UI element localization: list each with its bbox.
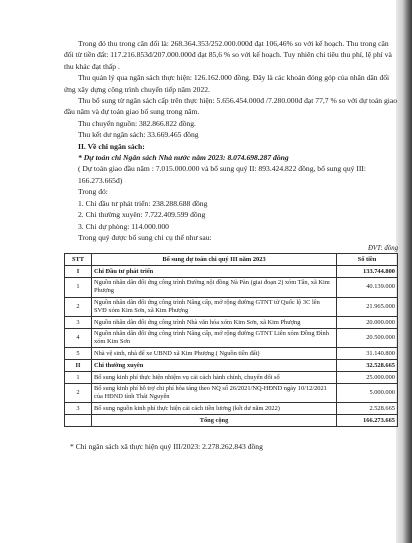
row-content: Nguồn nhân dân đối ứng công trình Đường nội đồng Nà Pàn (giai đoạn 2) xóm Tân, xã Kim Phượng bbox=[92, 277, 337, 297]
table-row bbox=[65, 383, 398, 403]
row-stt: 5 bbox=[65, 348, 92, 360]
row-amount: 21.965.000 bbox=[337, 297, 398, 317]
row-amount: 32.528.665 bbox=[337, 360, 398, 372]
table-header-row bbox=[65, 254, 398, 266]
row-content: Nhà vệ sinh, nhà để xe UBND xã Kim Phượng ( Nguồn tiền đất) bbox=[92, 348, 337, 360]
table-row bbox=[65, 328, 398, 348]
breakdown-item-investment: 1. Chi đầu tư phát triển: 238.288.688 đồng bbox=[78, 198, 208, 208]
unit-label: ĐVT: đồng bbox=[367, 245, 398, 253]
managed-revenue-paragraph: Thu quản lý qua ngân sách thực hiện: 126.162.000 đồng. Đây là các khoản đóng góp của nhân dân đối ứng xây dựng công trình chuyển tiếp năm 2022. bbox=[64, 73, 390, 94]
row-content: Bổ sung kinh phí hỗ trợ chi phí hỏa táng theo NQ số 26/2021/NQ-HĐND ngày 10/12/2021 của HĐND tỉnh Thái Nguyên bbox=[92, 383, 337, 403]
row-content: Nguồn nhân dân đối ứng công trình Nâng cấp, mở rộng đường GTNT từ Quốc lộ 3C lên SVĐ xóm Kim Sơn, xã Kim Phượng bbox=[92, 297, 337, 317]
table-row bbox=[65, 360, 398, 372]
row-amount: 20.000.000 bbox=[337, 317, 398, 329]
surplus-revenue-line: Thu kết dư ngân sách: 33.669.465 đồng bbox=[78, 130, 199, 140]
row-content: Bổ sung nguồn kinh phí thực hiện cải cách tiền lương (kết dư năm 2022) bbox=[92, 403, 337, 415]
row-content: Nguồn nhân dân đối ứng công trình Nhà văn hóa xóm Kim Sơn, xã Kim Phượng bbox=[92, 317, 337, 329]
table-total-row bbox=[65, 415, 398, 427]
document-page bbox=[64, 38, 398, 452]
breakdown-item-recurrent: 2. Chi thường xuyên: 7.722.409.599 đồng bbox=[78, 210, 206, 220]
row-content: Chi Đầu tư phát triển bbox=[92, 266, 337, 278]
row-content: Chi thường xuyên bbox=[92, 360, 337, 372]
row-amount: 5.000.000 bbox=[337, 383, 398, 403]
table-row bbox=[65, 348, 398, 360]
header-content: Bổ sung dự toán chi quý III năm 2023 bbox=[92, 254, 337, 266]
row-amount: 133.744.800 bbox=[337, 266, 398, 278]
row-stt: 2 bbox=[65, 383, 92, 403]
breakdown-label: Trong đó: bbox=[78, 187, 108, 197]
table-row bbox=[65, 317, 398, 329]
header-amount: Số tiền bbox=[337, 254, 398, 266]
budget-estimate-note: ( Dự toán giao đầu năm : 7.015.000.000 và bổ sung quý II: 893.424.822 đồng, bổ sung quý III: 166.273.665đ) bbox=[78, 164, 367, 185]
row-stt: 3 bbox=[65, 317, 92, 329]
budget-supplement-table bbox=[64, 253, 398, 427]
budget-estimate-heading: * Dự toán chi Ngân sách Nhà nước năm 2023: 8.074.698.287 đồng bbox=[78, 153, 289, 163]
page-edge-shadow bbox=[396, 0, 412, 543]
table-row bbox=[65, 403, 398, 415]
row-stt: II bbox=[65, 360, 92, 372]
row-amount: 31.140.800 bbox=[337, 348, 398, 360]
total-stt-empty bbox=[65, 415, 92, 427]
revenue-balance-paragraph: Trong đó thu trong cân đối là: 268.364.353/252.000.000đ đạt 106,46% so với kế hoạch. Thu trong cân đối từ tiền đất: 117.216.853đ/207.000.000đ đạt 85,6 % so với kế hoạch. Tuy nhiên chi tiêu thu phí, lệ phí và thu khác đạt thấp . bbox=[64, 39, 392, 71]
row-stt: 1 bbox=[65, 372, 92, 384]
row-content: Nguồn nhân dân đối ứng công trình Nâng cấp, mở rộng đường GTNT Liên xóm Đồng Đình xóm Kim Sơn bbox=[92, 328, 337, 348]
row-amount: 2.528.665 bbox=[337, 403, 398, 415]
table-intro: Trong quý được bổ sung chi cụ thể như sau: bbox=[78, 232, 212, 242]
carryover-revenue-line: Thu chuyển nguồn: 382.866.822 đồng. bbox=[78, 118, 196, 128]
table-row bbox=[65, 297, 398, 317]
supplement-revenue-paragraph: Thu bổ sung từ ngân sách cấp trên thực hiện: 5.656.454.000đ /7.280.000đ đạt 77,7 % so với dự toán giao đầu năm và dự toán giao bổ sung trong năm. bbox=[64, 96, 398, 117]
row-amount: 40.139.000 bbox=[337, 277, 398, 297]
total-label: Tổng cộng bbox=[92, 415, 337, 427]
row-amount: 20.500.000 bbox=[337, 328, 398, 348]
section-heading-expenditure: II. Về chi ngân sách: bbox=[78, 141, 145, 151]
row-stt: I bbox=[65, 266, 92, 278]
row-stt: 3 bbox=[65, 403, 92, 415]
total-amount: 166.273.665 bbox=[337, 415, 398, 427]
table-row bbox=[65, 277, 398, 297]
table-row bbox=[65, 372, 398, 384]
breakdown-item-reserve: 3. Chi dự phòng: 114.000.000 bbox=[78, 221, 169, 231]
row-stt: 1 bbox=[65, 277, 92, 297]
footnote-q3-expenditure: * Chi ngân sách xã thực hiện quý III/2023: 2.278.262.843 đồng bbox=[70, 442, 263, 452]
table-row bbox=[65, 266, 398, 278]
header-stt: STT bbox=[65, 254, 92, 266]
row-stt: 4 bbox=[65, 328, 92, 348]
row-stt: 2 bbox=[65, 297, 92, 317]
row-content: Bổ sung kinh phí thực hiện nhiệm vụ cải cách hành chính, chuyển đổi số bbox=[92, 372, 337, 384]
row-amount: 25.000.000 bbox=[337, 372, 398, 384]
